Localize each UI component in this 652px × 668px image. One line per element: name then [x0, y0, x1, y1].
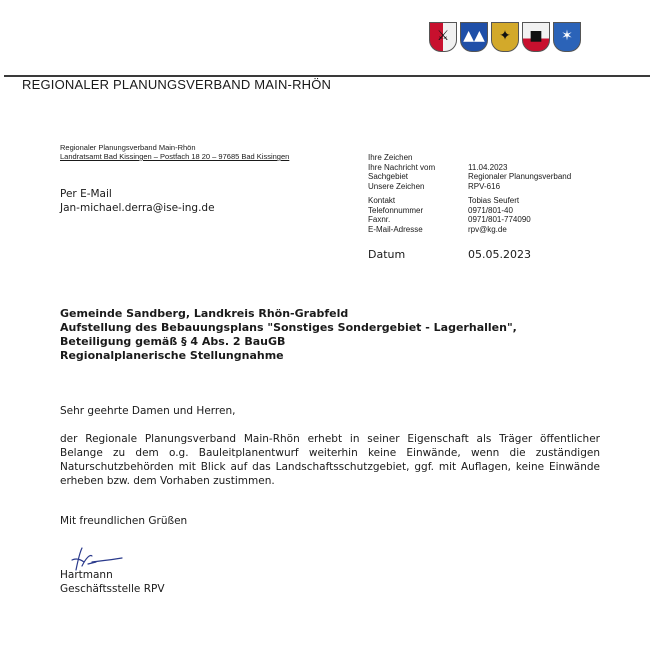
date-value: 05.05.2023 [468, 248, 531, 261]
date-label: Datum [368, 248, 406, 261]
recipient-line: Per E-Mail [60, 188, 112, 200]
ref-value [468, 153, 608, 163]
ref-label: Sachgebiet [368, 172, 409, 181]
contact-fax: 0971/801-774090 [468, 215, 531, 224]
contact-label: Telefonnummer [368, 205, 424, 215]
subject-line: Gemeinde Sandberg, Landkreis Rhön-Grabfeld [60, 307, 349, 320]
subject-line: Aufstellung des Bebauungsplans "Sonstiges Sondergebiet - Lagerhallen", [60, 321, 517, 334]
contact-phone: 0971/801-40 [468, 205, 513, 215]
org-title: REGIONALER PLANUNGSVERBAND MAIN-RHÖN [22, 77, 332, 92]
sender-line: Regionaler Planungsverband Main-Rhön [60, 143, 196, 152]
coat-of-arms-icon: ⚔ [429, 22, 457, 52]
contact-values [468, 196, 608, 234]
coat-of-arms-icon: ■ [522, 22, 550, 52]
recipient-email: Jan-michael.derra@ise-ing.de [60, 202, 215, 214]
reference-values [468, 153, 608, 191]
contact-label: Kontakt [368, 196, 396, 205]
coat-of-arms-icon: ✶ [553, 22, 581, 52]
ref-label: Ihre Zeichen [368, 153, 413, 162]
sender-address: Landratsamt Bad Kissingen – Postfach 18 20 – 97685 Bad Kissingen [60, 152, 290, 161]
subject-line: Beteiligung gemäß § 4 Abs. 2 BauGB [60, 335, 286, 348]
sender-block [60, 143, 289, 161]
closing: Mit freundlichen Grüßen [60, 515, 188, 527]
crest-row [429, 22, 581, 52]
coat-of-arms-icon: ✦ [491, 22, 519, 52]
contact-name: Tobias Seufert [468, 196, 520, 205]
subject-line: Regionalplanerische Stellungnahme [60, 349, 284, 362]
ref-label: Ihre Nachricht vom [368, 162, 436, 172]
contact-email: rpv@kg.de [468, 224, 507, 234]
ref-value: Regionaler Planungsverband [468, 172, 572, 181]
contact-label: E-Mail-Adresse [368, 224, 423, 234]
ref-value: 11.04.2023 [468, 162, 508, 172]
ref-label: Unsere Zeichen [368, 181, 425, 191]
reference-labels [368, 153, 468, 191]
coat-of-arms-icon: ▲▲ [460, 22, 488, 52]
signature-name: Hartmann [60, 569, 113, 581]
contact-labels [368, 196, 468, 234]
recipient-block [60, 187, 215, 215]
body-paragraph: der Regionale Planungsverband Main-Rhön erhebt in seiner Eigenschaft als Träger öffentlicher Belange zu dem o.g. Bauleitplanentwurf weiterhin keine Einwände, wenn die zuständigen Naturschutzbehörden mit Blick auf das Landschaftsschutzgebiet, ggf. mit Auflagen, keine Einwände erheben bzw. dem Vorhaben zustimmen. [60, 433, 600, 487]
subject-block [60, 307, 620, 363]
signature-role: Geschäftsstelle RPV [60, 583, 165, 595]
contact-label: Faxnr. [368, 215, 391, 224]
salutation: Sehr geehrte Damen und Herren, [60, 405, 236, 417]
ref-value: RPV-616 [468, 181, 501, 191]
